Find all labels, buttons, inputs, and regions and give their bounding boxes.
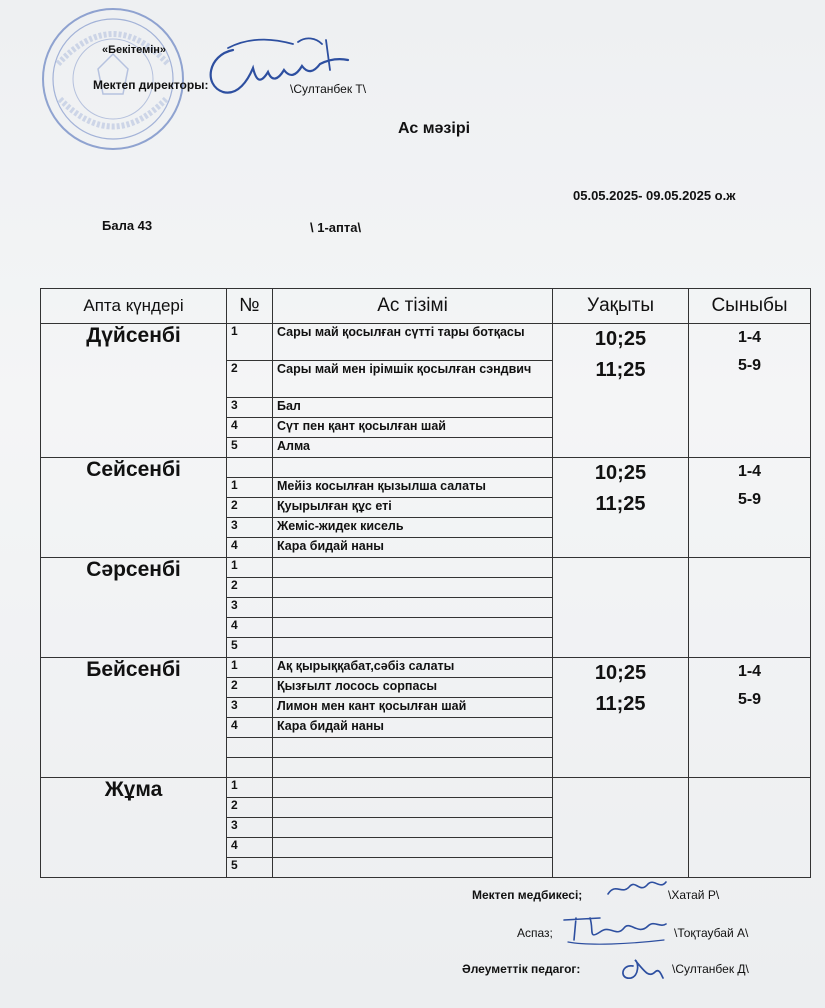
director-label: Мектеп директоры: — [93, 78, 209, 92]
dish-name: Қуырылған құс еті — [273, 498, 553, 518]
dish-number: 2 — [227, 498, 273, 518]
dish-name: Қызғылт лосось сорпасы — [273, 678, 553, 698]
dish-name — [273, 558, 553, 578]
director-signature — [198, 30, 358, 105]
dish-name: Алма — [273, 438, 553, 458]
class-groups — [689, 324, 811, 458]
day-name: Сәрсенбі — [41, 558, 227, 658]
dish-number: 1 — [227, 478, 273, 498]
table-row — [41, 458, 811, 478]
dish-name — [273, 818, 553, 838]
dish-name: Кара бидай наны — [273, 538, 553, 558]
dish-number: 5 — [227, 858, 273, 878]
dish-name: Ақ қырыққабат,сәбіз салаты — [273, 658, 553, 678]
table-row — [41, 558, 811, 578]
dish-name — [273, 618, 553, 638]
class-group-1: 1-4 — [737, 329, 762, 346]
document-title: Ас мәзірі — [398, 120, 471, 137]
dish-number: 3 — [227, 818, 273, 838]
nurse-signature — [604, 874, 668, 904]
day-name: Сейсенбі — [41, 458, 227, 558]
dish-number: 4 — [227, 838, 273, 858]
dish-name: Сүт пен қант қосылған шай — [273, 418, 553, 438]
dish-number: 3 — [227, 598, 273, 618]
dish-name: Лимон мен кант қосылған шай — [273, 698, 553, 718]
dish-name — [273, 778, 553, 798]
dish-name — [273, 738, 553, 758]
dish-number: 2 — [227, 361, 273, 398]
dish-number: 1 — [227, 324, 273, 361]
table-row — [41, 658, 811, 678]
dish-name: Мейіз косылған қызылша салаты — [273, 478, 553, 498]
serving-times — [553, 458, 689, 558]
dish-number: 2 — [227, 798, 273, 818]
date-range: 05.05.2025- 09.05.2025 о.ж — [573, 188, 736, 203]
week-label: \ 1-апта\ — [310, 220, 362, 235]
time-1: 10;25 — [594, 462, 647, 484]
dish-name — [273, 578, 553, 598]
class-groups — [689, 558, 811, 658]
cook-signature — [560, 910, 670, 948]
serving-times — [553, 558, 689, 658]
dish-name: Жеміс-жидек кисель — [273, 518, 553, 538]
dish-name — [273, 838, 553, 858]
time-2: 11;25 — [595, 493, 646, 515]
day-name: Дүйсенбі — [41, 324, 227, 458]
dish-number: 2 — [227, 578, 273, 598]
dish-number: 4 — [227, 718, 273, 738]
dish-number: 4 — [227, 618, 273, 638]
dish-number — [227, 738, 273, 758]
dish-number: 4 — [227, 538, 273, 558]
pedagogue-signature — [615, 952, 667, 986]
dish-number: 2 — [227, 678, 273, 698]
class-groups — [689, 658, 811, 778]
kindergarten-label: Бала 43 — [102, 218, 153, 233]
serving-times — [553, 324, 689, 458]
class-group-1: 1-4 — [737, 663, 762, 680]
dish-number: 1 — [227, 658, 273, 678]
dish-number — [227, 458, 273, 478]
header-dish-list: Ас тізімі — [273, 289, 553, 324]
header-time: Уақыты — [553, 289, 689, 324]
dish-number: 3 — [227, 518, 273, 538]
class-group-2: 5-9 — [737, 357, 762, 374]
dish-number: 4 — [227, 418, 273, 438]
header-number: № — [227, 289, 273, 324]
dish-number: 3 — [227, 398, 273, 418]
dish-name — [273, 798, 553, 818]
dish-number: 1 — [227, 778, 273, 798]
pedagogue-name: \Султанбек Д\ — [672, 962, 749, 976]
day-name: Бейсенбі — [41, 658, 227, 778]
dish-number: 1 — [227, 558, 273, 578]
class-group-2: 5-9 — [737, 691, 762, 708]
nurse-label: Мектеп медбикесі; — [472, 888, 583, 902]
class-groups — [689, 458, 811, 558]
dish-name: Кара бидай наны — [273, 718, 553, 738]
menu-table — [40, 288, 811, 878]
dish-name — [273, 858, 553, 878]
dish-number — [227, 758, 273, 778]
dish-name — [273, 638, 553, 658]
dish-number: 5 — [227, 438, 273, 458]
dish-name — [273, 758, 553, 778]
table-row — [41, 778, 811, 798]
table-row — [41, 324, 811, 361]
time-1: 10;25 — [594, 328, 647, 350]
dish-name — [273, 598, 553, 618]
cook-name: \Тоқтаубай А\ — [674, 926, 749, 940]
nurse-name: \Хатай Р\ — [668, 888, 720, 902]
cook-label: Аспаз; — [517, 926, 553, 940]
approval-caption: «Бекітемін» — [102, 44, 167, 56]
dish-name: Сары май қосылған сүтті тары ботқасы — [273, 324, 553, 361]
director-name: \Султанбек Т\ — [290, 82, 367, 96]
pedagogue-label: Әлеуметтік педагог: — [462, 962, 581, 976]
day-name: Жұма — [41, 778, 227, 878]
dish-name: Сары май мен ірімшік қосылған сэндвич — [273, 361, 553, 398]
dish-name — [273, 458, 553, 478]
class-group-1: 1-4 — [737, 463, 762, 480]
class-groups — [689, 778, 811, 878]
serving-times — [553, 778, 689, 878]
time-1: 10;25 — [594, 662, 647, 684]
dish-number: 5 — [227, 638, 273, 658]
header-weekday: Апта күндері — [41, 289, 227, 324]
time-2: 11;25 — [595, 693, 646, 715]
serving-times — [553, 658, 689, 778]
dish-number: 3 — [227, 698, 273, 718]
time-2: 11;25 — [595, 359, 646, 381]
class-group-2: 5-9 — [737, 491, 762, 508]
dish-name: Бал — [273, 398, 553, 418]
header-class: Сыныбы — [689, 289, 811, 324]
table-header-row — [41, 289, 811, 324]
